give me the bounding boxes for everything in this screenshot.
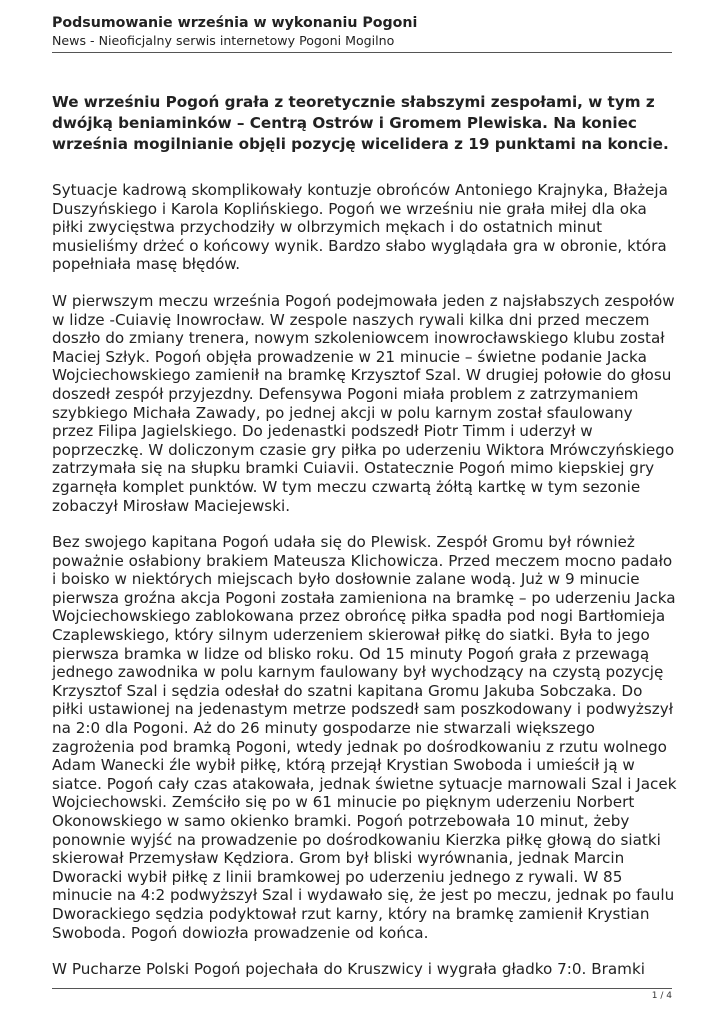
article-lead: We wrześniu Pogoń grała z teoretycznie słabszymi zespołami, w tym z dwójką beniaminków – Centrą Ostrów i Gromem Plewiska. Na koniec września mogilnianie objęli pozycję wicelidera z 19 punktami na koncie. bbox=[52, 93, 669, 153]
article-paragraph-1: Sytuacje kadrową skomplikowały kontuzje obrońców Antoniego Krajnyka, Błażeja Duszyńskiego i Karola Koplińskiego. Pogoń we wrześniu nie grała miłej dla oka piłki zwycięstwa przychodziły w olbrzymich mękach i do ostatnich minut musieliśmy drżeć o końcowy wynik. Bardzo słabo wyglądała gra w obronie, która popełniała masę błędów. bbox=[52, 181, 668, 274]
article-paragraph-2: W pierwszym meczu września Pogoń podejmowała jeden z najsłabszych zespołów w lidze -Cuiavię Inowrocław. W zespole naszych rywali kilka dni przed meczem doszło do zmiany trenera, nowym szkoleniowcem inowrocławskiego klubu został Maciej Szłyk. Pogoń objęła prowadzenie w 21 minucie – świetne podanie Jacka Wojciechowskiego zamienił na bramkę Krzysztof Szal. W drugiej połowie do głosu doszedł zespół przyjezdny. Defensywa Pogoni miała problem z zatrzymaniem szybkiego Michała Zawady, po jednej akcji w polu karnym został sfaulowany przez Filipa Jagielskiego. Do jedenastki podszedł Piotr Timm i uderzył w poprzeczkę. W doliczonym czasie gry piłka po uderzeniu Wiktora Mrówczyńskiego zatrzymała się na słupku bramki Cuiavii. Ostatecznie Pogoń mimo kiepskiej gry zgarnęła komplet punktów. W tym meczu czwartą żółtą kartkę w tym sezonie zobaczył Mirosław Maciejewski. bbox=[52, 291, 675, 515]
document-title: Podsumowanie września w wykonaniu Pogoni bbox=[52, 15, 418, 31]
header-divider bbox=[52, 52, 672, 53]
article-body bbox=[52, 92, 678, 997]
page-number: 1 / 4 bbox=[651, 991, 672, 1001]
article-paragraph-3: Bez swojego kapitana Pogoń udała się do Plewisk. Zespół Gromu był również poważnie osłabiony brakiem Mateusza Klichowicza. Przed meczem mocno padało i boisko w niektórych miejscach było dosłownie zalane wodą. Już w 9 minucie pierwsza groźna akcja Pogoni została zamieniona na bramkę – po uderzeniu Jacka Wojciechowskiego zablokowana przez obrońcę piłka spadła pod nogi Bartłomieja Czaplewskiego, który silnym uderzeniem skierował piłkę do siatki. Była to jego pierwsza bramka w lidze od blisko roku. Od 15 minuty Pogoń grała z przewagą jednego zawodnika w polu karnym faulowany był wychodzący na czystą pozycję Krzysztof Szal i sędzia odesłał do szatni kapitana Gromu Jakuba Sobczaka. Do piłki ustawionej na jedenastym metrze podszedł sam poszkodowany i podwyższył na 2:0 dla Pogoni. Aż do 26 minuty gospodarze nie stwarzali większego zagrożenia pod bramką Pogoni, wtedy jednak po dośrodkowaniu z rzutu wolnego Adam Wanecki źle wybił piłkę, którą przejął Krystian Swoboda i umieścił ją w siatce. Pogoń cały czas atakowała, jednak świetne sytuacje marnowali Szal i Jacek Wojciechowski. Zemściło się po w 61 minucie po pięknym uderzeniu Norbert Okonowskiego w samo okienko bramki. Pogoń potrzebowała 10 minut, żeby ponownie wyjść na prowadzenie po dośrodkowaniu Kierzka piłkę głową do siatki skierował Przemysław Kędziora. Grom był bliski wyrównania, jednak Marcin Dworacki wybił piłkę z linii bramkowej po uderzeniu jednego z rywali. W 85 minucie na 4:2 podwyższył Szal i wydawało się, że jest po meczu, jednak po faulu Dworackiego sędzia podyktował rzut karny, który na bramkę zamienił Krystian Swoboda. Pogoń dowiozła prowadzenie od końca. bbox=[52, 533, 677, 942]
footer-divider bbox=[52, 988, 672, 989]
document-header bbox=[52, 14, 672, 49]
article-paragraph-4: W Pucharze Polski Pogoń pojechała do Kruszwicy i wygrała gładko 7:0. Bramki bbox=[52, 960, 645, 979]
document-subtitle: News - Nieoficjalny serwis internetowy Pogoni Mogilno bbox=[52, 33, 395, 48]
